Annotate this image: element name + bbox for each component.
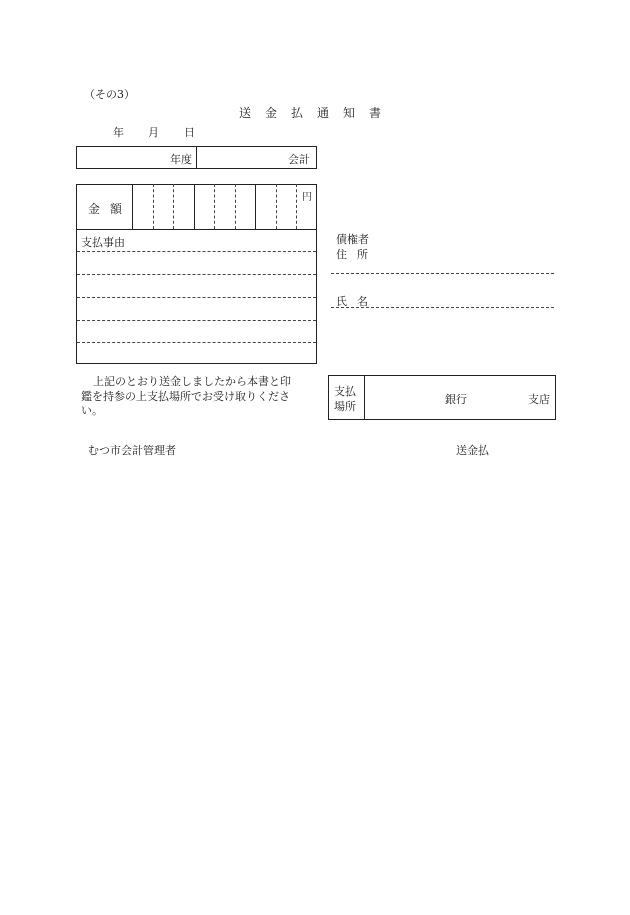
fiscal-year-label: 年度	[170, 153, 192, 166]
bank-label: 銀行	[445, 393, 467, 406]
creditor-address-label: 住所	[336, 248, 378, 261]
reason-line	[77, 320, 316, 321]
amount-row-bottom	[76, 229, 317, 230]
date-year: 年	[113, 126, 124, 139]
account-label: 会計	[288, 153, 310, 166]
reason-line	[77, 251, 316, 252]
fiscal-divider	[196, 146, 197, 169]
payment-place-label-1: 支払	[334, 385, 356, 398]
notice-line-2: 鑑を持参の上支払場所でお受け取りくださ	[81, 390, 290, 403]
issuer-name: むつ市会計管理者	[88, 444, 176, 457]
payment-reason-label: 支払事由	[81, 236, 125, 249]
reason-line	[77, 342, 316, 343]
notice-line-3: い。	[81, 404, 103, 417]
amount-col	[194, 184, 195, 229]
amount-label: 金額	[88, 202, 133, 216]
amount-col	[173, 184, 174, 229]
payment-place-box	[328, 375, 556, 420]
creditor-label: 債権者	[336, 233, 369, 246]
amount-col	[276, 184, 277, 229]
payment-place-label-2: 場所	[334, 400, 356, 413]
address-line	[331, 273, 554, 274]
amount-col	[132, 184, 133, 229]
amount-col	[255, 184, 256, 229]
amount-col	[296, 184, 297, 229]
amount-col	[153, 184, 154, 229]
reason-line	[77, 274, 316, 275]
name-line	[331, 307, 554, 308]
date-day: 日	[184, 126, 195, 139]
branch-label: 支店	[528, 393, 550, 406]
reason-line	[77, 297, 316, 298]
amount-col	[235, 184, 236, 229]
payment-place-divider	[364, 375, 365, 420]
form-title: 送金払通知書	[239, 106, 396, 120]
date-month: 月	[148, 126, 159, 139]
form-number: （その3）	[84, 88, 135, 101]
creditor-name-label: 氏名	[336, 295, 378, 308]
notice-line-1: 上記のとおり送金しましたから本書と印	[93, 375, 291, 388]
amount-unit: 円	[302, 192, 312, 203]
stamp-label: 送金払	[456, 444, 489, 457]
amount-col	[214, 184, 215, 229]
